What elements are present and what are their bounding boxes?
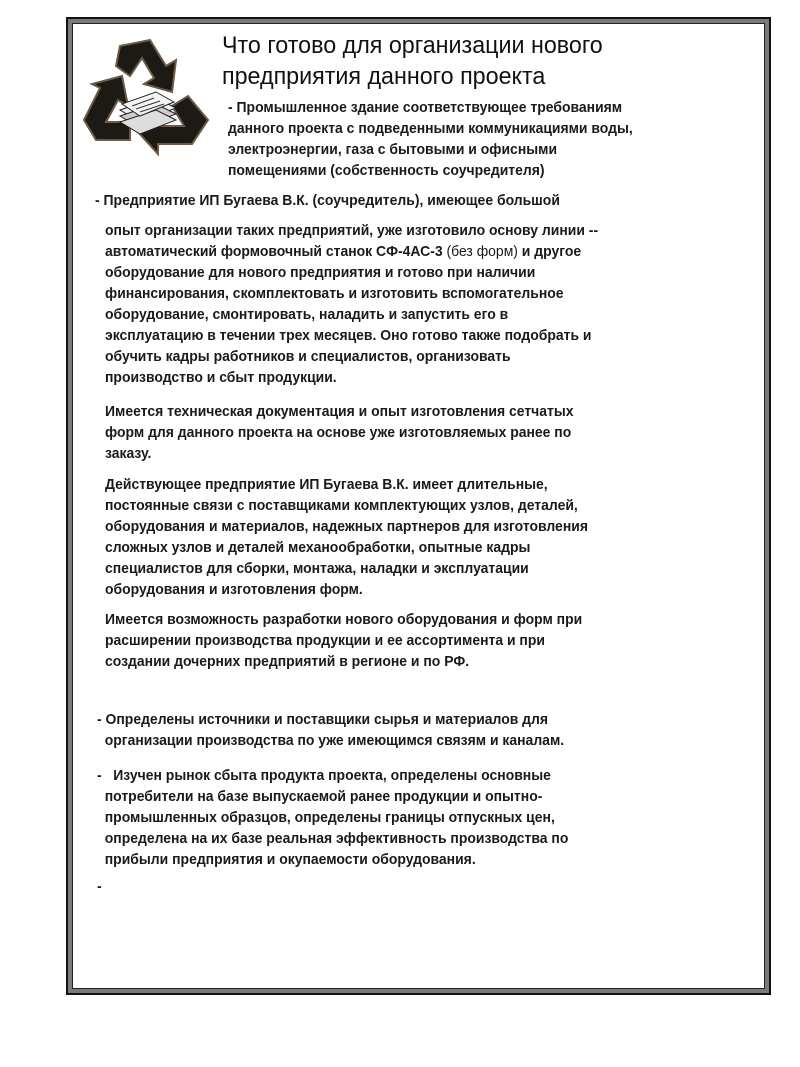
title-line: Что готово для организации нового: [222, 32, 603, 59]
text-line: финансирования, скомплектовать и изготовить вспомогательное: [105, 285, 564, 302]
text-line: данного проекта с подведенными коммуникациями воды,: [228, 120, 633, 137]
text-line: оборудования и материалов, надежных партнеров для изготовления: [105, 518, 588, 535]
paragraph-documentation: [105, 401, 574, 464]
title-line: предприятия данного проекта: [222, 63, 546, 90]
text-line: опыт организации таких предприятий, уже изготовило основу линии --: [105, 222, 599, 239]
text-segment: и другое: [517, 243, 582, 260]
text-line: - Изучен рынок сбыта продукта проекта, определены основные: [97, 767, 551, 784]
final-bullet: [97, 876, 102, 897]
text-line: организации производства по уже имеющимся связям и каналам.: [97, 732, 565, 749]
text-line: форм для данного проекта на основе уже изготовляемых ранее по: [105, 424, 572, 441]
paragraph-building: [228, 97, 633, 181]
text-line: Имеется возможность разработки нового оборудования и форм при: [105, 611, 583, 628]
text-line: [105, 241, 598, 262]
text-line: -: [97, 878, 102, 895]
text-segment-light: (без форм): [446, 243, 518, 260]
text-line: постоянные связи с поставщиками комплектующих узлов, деталей,: [105, 497, 578, 514]
text-line: обучить кадры работников и специалистов, организовать: [105, 348, 511, 365]
text-line: промышленных образцов, определены границы отпускных цен,: [97, 809, 555, 826]
text-line: Имеется техническая документация и опыт изготовления сетчатых: [105, 403, 574, 420]
text-line: эксплуатацию в течении трех месяцев. Оно готово также подобрать и: [105, 327, 592, 344]
text-line: оборудование для нового предприятия и готово при наличии: [105, 264, 536, 281]
text-line: производство и сбыт продукции.: [105, 369, 337, 386]
text-line: специалистов для сборки, монтажа, наладки и эксплуатации: [105, 560, 529, 577]
text-line: сложных узлов и деталей механообработки, опытные кадры: [105, 539, 531, 556]
text-line: Действующее предприятие ИП Бугаева В.К. имеет длительные,: [105, 476, 548, 493]
text-line: заказу.: [105, 445, 152, 462]
text-line: прибыли предприятия и окупаемости оборудования.: [97, 851, 476, 868]
paragraph-suppliers: [105, 474, 588, 600]
text-line: оборудование, смонтировать, наладить и запустить его в: [105, 306, 509, 323]
text-segment: автоматический формовочный станок СФ-4АС-3: [105, 243, 447, 260]
paragraph-raw-materials: [97, 709, 564, 751]
text-line: расширении производства продукции и ее ассортимента и при: [105, 632, 545, 649]
paragraph-enterprise-intro: [95, 190, 560, 211]
paragraph-market: [97, 765, 568, 870]
text-line: создании дочерних предприятий в регионе и по РФ.: [105, 653, 470, 670]
recycle-papers-icon: [80, 36, 212, 158]
paragraph-enterprise: [105, 220, 598, 388]
text-line: помещениями (собственность соучредителя): [228, 162, 545, 179]
text-line: электроэнергии, газа с бытовыми и офисными: [228, 141, 558, 158]
text-line: оборудования и изготовления форм.: [105, 581, 363, 598]
text-line: потребители на базе выпускаемой ранее продукции и опытно-: [97, 788, 543, 805]
page-title: [222, 30, 603, 92]
paragraph-development: [105, 609, 582, 672]
text-line: - Промышленное здание соответствующее требованиям: [228, 99, 623, 116]
text-line: - Предприятие ИП Бугаева В.К. (соучредитель), имеющее большой: [95, 192, 560, 209]
text-line: - Определены источники и поставщики сырья и материалов для: [97, 711, 549, 728]
text-line: определена на их базе реальная эффективность производства по: [97, 830, 569, 847]
